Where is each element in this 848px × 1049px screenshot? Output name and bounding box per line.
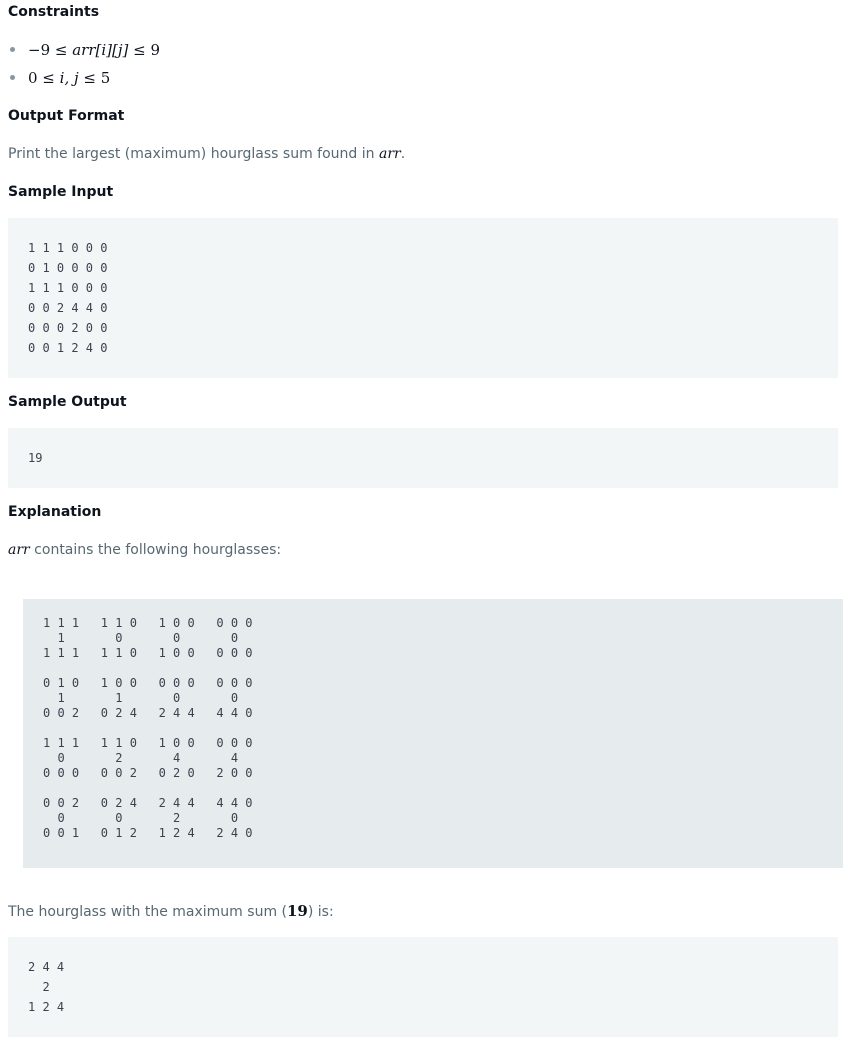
code-line: 1 1 0 0 [43, 691, 239, 705]
explanation-text: arr contains the following hourglasses: [8, 542, 282, 558]
code-line: 0 2 4 4 [43, 751, 239, 765]
code-line: 1 1 1 1 1 0 1 0 0 0 0 0 [43, 616, 253, 630]
code-line: 0 0 2 0 2 4 2 4 4 4 4 0 [43, 706, 253, 720]
code-line: 2 [28, 980, 50, 994]
sample-output-value: 19 [28, 451, 43, 465]
code-line: 2 4 4 [28, 960, 65, 974]
constraints-heading: Constraints [8, 4, 100, 20]
code-line: 1 1 1 1 1 0 1 0 0 0 0 0 [43, 646, 253, 660]
code-line: 0 0 2 0 2 4 2 4 4 4 4 0 [43, 796, 253, 810]
max-hourglass-text: The hourglass with the maximum sum (19) is: [8, 902, 334, 920]
code-line: 1 0 0 0 [43, 631, 239, 645]
code-line: 0 0 1 0 1 2 1 2 4 2 4 0 [43, 826, 253, 840]
hourglasses-block [23, 599, 843, 868]
constraint-item: −9 ≤ arr[i][j] ≤ 9 [8, 38, 160, 66]
code-line: 0 0 0 2 0 0 [28, 321, 108, 335]
code-line: 0 0 1 2 4 0 [28, 341, 108, 355]
code-line: 0 1 0 1 0 0 0 0 0 0 0 0 [43, 676, 253, 690]
code-line: 0 0 2 0 [43, 811, 239, 825]
output-format-heading: Output Format [8, 108, 125, 124]
max-hourglass-rows [28, 957, 64, 1017]
code-line: 1 1 1 1 1 0 1 0 0 0 0 0 [43, 736, 253, 750]
explanation-heading: Explanation [8, 504, 102, 520]
code-line: 1 1 1 0 0 0 [28, 241, 108, 255]
sample-input-heading: Sample Input [8, 184, 114, 200]
sample-output-heading: Sample Output [8, 394, 127, 410]
bullet-icon [10, 75, 15, 80]
code-line [43, 721, 253, 736]
sample-input-rows [28, 238, 107, 358]
code-line: 1 1 1 0 0 0 [28, 281, 108, 295]
constraints-list [8, 38, 160, 94]
sample-output-block [8, 428, 838, 488]
constraint-item: 0 ≤ i, j ≤ 5 [8, 66, 160, 94]
code-line: 1 2 4 [28, 1000, 65, 1014]
bullet-icon [10, 47, 15, 52]
sample-input-block [8, 218, 838, 378]
output-format-text: Print the largest (maximum) hourglass sum found in arr. [8, 146, 406, 162]
code-line [43, 661, 253, 676]
code-line: 0 0 0 0 0 2 0 2 0 2 0 0 [43, 766, 253, 780]
code-line: 0 1 0 0 0 0 [28, 261, 108, 275]
code-line [43, 781, 253, 796]
hourglass-lines [43, 616, 253, 841]
max-hourglass-block [8, 937, 838, 1037]
code-line: 0 0 2 4 4 0 [28, 301, 108, 315]
